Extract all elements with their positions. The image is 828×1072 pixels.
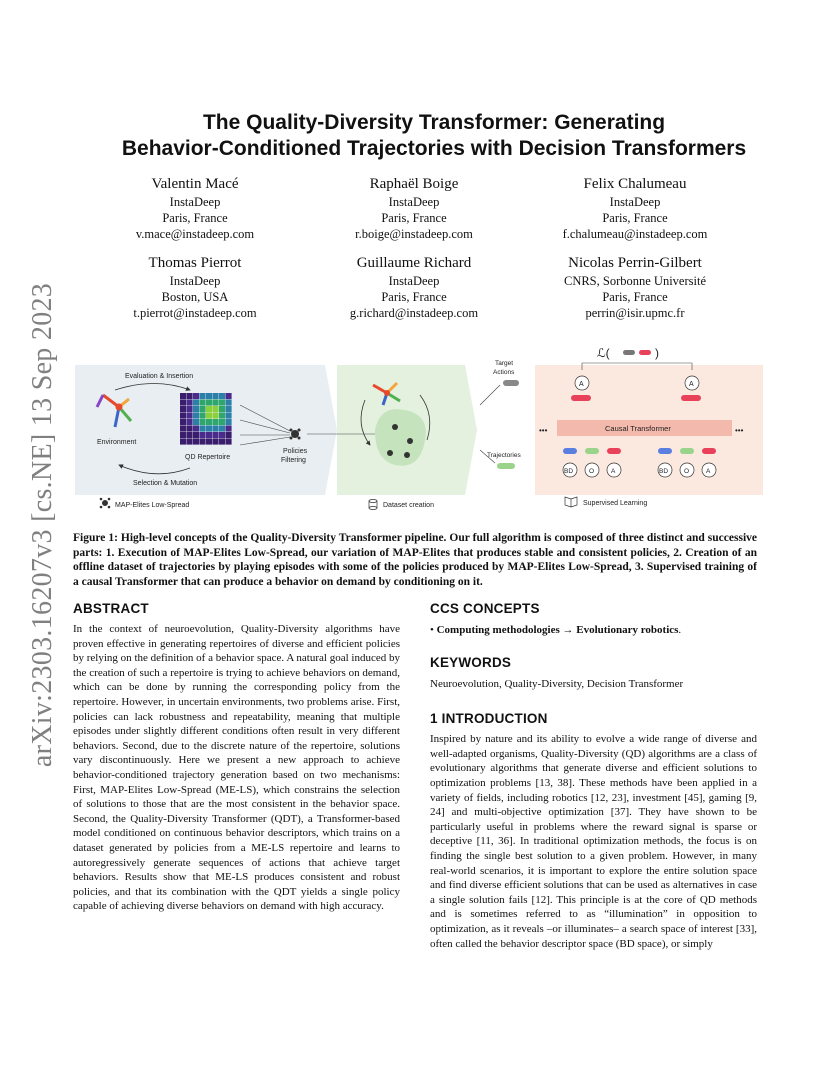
repertoire-cell [226, 393, 232, 399]
author-email: r.boige@instadeep.com [355, 227, 473, 241]
author-card [80, 175, 310, 242]
repertoire-cell [206, 400, 212, 406]
author-location: Boston, USA [161, 290, 229, 304]
title-line-1: The Quality-Diversity Transformer: Generating [202, 111, 666, 134]
repertoire-cell [213, 393, 219, 399]
repertoire-cell [180, 426, 186, 432]
repertoire-cell [187, 426, 193, 432]
introduction-heading: 1 INTRODUCTION [430, 711, 548, 727]
repertoire-cell [213, 439, 219, 445]
author-affiliation: InstaDeep [169, 195, 221, 209]
keywords-text: Neuroevolution, Quality-Diversity, Decision Transformer [430, 677, 684, 690]
repertoire-cell [193, 413, 199, 419]
svg-text:A: A [611, 468, 616, 475]
author-name: Raphaël Boige [369, 176, 459, 192]
repertoire-cell [213, 432, 219, 438]
repertoire-cell [187, 413, 193, 419]
target-actions-label-1: Target [495, 360, 514, 367]
right-ellipsis: ••• [735, 426, 744, 435]
author-location: Paris, France [381, 211, 447, 225]
repertoire-cell [193, 426, 199, 432]
ccs-concept: Computing methodologies → Evolutionary robotics [436, 624, 679, 636]
repertoire-cell [193, 439, 199, 445]
author-email: t.pierrot@instadeep.com [133, 306, 257, 320]
author-card [299, 254, 529, 321]
title-line-2: Behavior-Conditioned Trajectories with Decision Transformers [121, 137, 747, 160]
author-name: Thomas Pierrot [148, 255, 242, 271]
repertoire-cell [187, 439, 193, 445]
repertoire-cell [200, 419, 206, 425]
repertoire-cell [219, 426, 225, 432]
loss-label: ℒ( [597, 346, 610, 360]
author-affiliation: InstaDeep [388, 274, 440, 288]
author-affiliation: CNRS, Sorbonne Université [563, 274, 706, 288]
repertoire-cell [226, 413, 232, 419]
pipeline-figure [75, 345, 765, 520]
repertoire-cell [219, 439, 225, 445]
paper-title [60, 110, 808, 162]
repertoire-cell [213, 426, 219, 432]
svg-text:BD: BD [564, 468, 574, 475]
trajectories-label: Trajectories [487, 452, 521, 459]
repertoire-cell [219, 432, 225, 438]
repertoire-cell [206, 393, 212, 399]
left-column [73, 600, 400, 914]
map-elites-icon [100, 498, 111, 509]
repertoire-cell [193, 406, 199, 412]
svg-text:A: A [579, 381, 584, 388]
repertoire-cell [193, 419, 199, 425]
repertoire-cell [200, 393, 206, 399]
abstract-text: In the context of neuroevolution, Quality-Diversity algorithms have proven effective in generating repertoires of diverse and efficient policies by relying on the definition of a behavior space. A natural goal induced by the creation of such a repertoire is trying to achieve behaviors on demand, which can be done by running the corresponding policy from the repertoire. However, in uncertain environments, two problems arise. First, policies can lack robustness and repeatability, meaning that multiple episodes under slightly different conditions often result in very different behaviors. Second, due to the discrete nature of the repertoire, solutions vary discontinuously. Here we present a new approach to achieve behavior-conditioned trajectory generation based on two mechanisms: First, MAP-Elites Low-Spread (ME-LS), which constrains the selection of solutions to those that are the most consistent in the behavior space. Second, the Quality-Diversity Transformer (QDT), a Transformer-based model conditioned on continuous behavior descriptors, which trains on a dataset generated by policies from a ME-LS repertoire and learns to autoregressively generate sequences of actions that achieve target behaviors. Results show that ME-LS produces consistent and robust policies, and that its combination with the QDT yields a single policy capable of achieving diverse behaviors on demand with high accuracy. [73, 623, 400, 913]
repertoire-cell [219, 419, 225, 425]
ccs-bullet: • [430, 624, 434, 636]
svg-text:O: O [589, 468, 595, 475]
policies-label: Policies [283, 448, 308, 455]
filtering-label: Filtering [281, 457, 306, 464]
figure-caption: Figure 1: High-level concepts of the Quality-Diversity Transformer pipeline. Our full algorithm is composed of three distinct and successive parts: 1. Execution of MAP-Elites Low-Spread, our variation of MAP-Elites that produces stable and consistent policies, 2. Creation of an offline dataset of trajectories by playing episodes with some of the policies produced by MAP-Elites Low-Spread, 3. Supervised training of a causal Transformer that can produce a behavior on demand by conditioning on it. [73, 532, 757, 588]
repertoire-cell [200, 426, 206, 432]
author-email: g.richard@instadeep.com [349, 306, 479, 320]
evaluation-label: Evaluation & Insertion [125, 373, 194, 380]
ccs-item [430, 623, 757, 638]
keywords-heading: KEYWORDS [430, 654, 512, 670]
book-icon [565, 497, 577, 507]
repertoire-cell [219, 413, 225, 419]
arxiv-stamp [18, 282, 68, 768]
author-location: Paris, France [381, 290, 447, 304]
repertoire-cell [180, 393, 186, 399]
repertoire-cell [219, 400, 225, 406]
abstract-heading: ABSTRACT [73, 601, 149, 616]
repertoire-cell [206, 439, 212, 445]
to-target-arrow [480, 385, 500, 405]
repertoire-cell [180, 413, 186, 419]
svg-text:): ) [655, 346, 659, 360]
repertoire-cell [193, 400, 199, 406]
author-affiliation: InstaDeep [388, 195, 440, 209]
repertoire-cell [213, 413, 219, 419]
svg-text:A: A [706, 468, 711, 475]
repertoire-cell [187, 419, 193, 425]
repertoire-cell [193, 432, 199, 438]
left-ellipsis: ••• [539, 426, 548, 435]
author-affiliation: InstaDeep [609, 195, 661, 209]
author-email: v.mace@instadeep.com [135, 227, 255, 241]
repertoire-cell [200, 439, 206, 445]
author-location: Paris, France [602, 211, 668, 225]
repertoire-cell [213, 419, 219, 425]
selection-label: Selection & Mutation [133, 480, 198, 487]
repertoire-cell [193, 393, 199, 399]
repertoire-cell [226, 406, 232, 412]
repertoire-cell [219, 393, 225, 399]
right-column [430, 600, 757, 951]
introduction-text: Inspired by nature and its ability to evolve a wide range of diverse and well-adapted organisms, Quality-Diversity (QD) algorithms are a class of evolutionary algorithms that generate diverse and efficient solutions to optimization problems [13, 38]. These methods have been applied in a variety of fields, including robotics [12, 23], investment [45], gaming [9, 24] and multi-objective optimization [37]. They have shown to be particularly useful in problems where the reward signal is sparse or deceptive [11, 36]. In traditional optimization methods, the focus is on finding the single best solution to a given problem. However, in many real-world scenarios, it is important to explore the entire solution space and find diverse efficient solutions that can be used as alternatives in case a single solution fails [12]. This principle is at the core of QD methods and is sometimes referred to as “illumination” in opposition to optimization, as it reveals –or illuminates– a search space of interest [33], often called the behavior descriptor space (BD space), or simply [430, 733, 757, 950]
author-card [520, 254, 750, 321]
author-card [520, 175, 750, 242]
repertoire-cell [213, 406, 219, 412]
author-affiliation: InstaDeep [169, 274, 221, 288]
repertoire-cell [187, 393, 193, 399]
repertoire-cell [226, 432, 232, 438]
repertoire-cell [226, 439, 232, 445]
svg-text:O: O [684, 468, 690, 475]
repertoire-cell [180, 400, 186, 406]
environment-label: Environment [97, 439, 137, 446]
repertoire-label: QD Repertoire [185, 454, 231, 461]
author-location: Paris, France [162, 211, 228, 225]
repertoire-cell [206, 426, 212, 432]
dataset-blob [375, 409, 426, 466]
target-actions-label-2: Actions [493, 369, 515, 376]
stage3-label: Supervised Learning [583, 500, 648, 507]
author-email: perrin@isir.upmc.fr [585, 306, 685, 320]
svg-text:A: A [689, 381, 694, 388]
repertoire-cell [226, 426, 232, 432]
repertoire-cell [187, 406, 193, 412]
author-name: Valentin Macé [151, 176, 239, 192]
repertoire-cell [187, 432, 193, 438]
author-location: Paris, France [602, 290, 668, 304]
repertoire-cell [200, 406, 206, 412]
repertoire-cell [206, 406, 212, 412]
repertoire-cell [226, 400, 232, 406]
repertoire-cell [206, 432, 212, 438]
author-email: f.chalumeau@instadeep.com [562, 227, 708, 241]
ccs-period: . [678, 624, 682, 636]
repertoire-cell [180, 406, 186, 412]
repertoire-cell [180, 432, 186, 438]
stage2-label: Dataset creation [383, 502, 434, 509]
repertoire-cell [200, 413, 206, 419]
repertoire-cell [180, 419, 186, 425]
repertoire-cell [180, 439, 186, 445]
repertoire-cell [206, 413, 212, 419]
arxiv-id: arXiv:2303.16207v3 [cs.NE] 13 Sep 2023 [27, 282, 58, 768]
svg-text:BD: BD [659, 468, 669, 475]
target-tokens [503, 380, 519, 386]
causal-transformer-label: Causal Transformer [605, 424, 671, 433]
author-name: Nicolas Perrin-Gilbert [568, 255, 702, 271]
repertoire-cell [219, 406, 225, 412]
repertoire-cell [200, 400, 206, 406]
ccs-heading: CCS CONCEPTS [430, 601, 540, 616]
repertoire-cell [187, 400, 193, 406]
repertoire-cell [206, 419, 212, 425]
stage1-label: MAP-Elites Low-Spread [115, 502, 190, 509]
database-icon [369, 500, 377, 510]
repertoire-cell [200, 432, 206, 438]
repertoire-cell [213, 400, 219, 406]
author-name: Guillaume Richard [356, 255, 472, 271]
author-card [80, 254, 310, 321]
author-name: Felix Chalumeau [583, 176, 687, 192]
network-icon [290, 429, 301, 440]
trajectory-tokens [497, 463, 515, 469]
author-card [299, 175, 529, 242]
repertoire-cell [226, 419, 232, 425]
